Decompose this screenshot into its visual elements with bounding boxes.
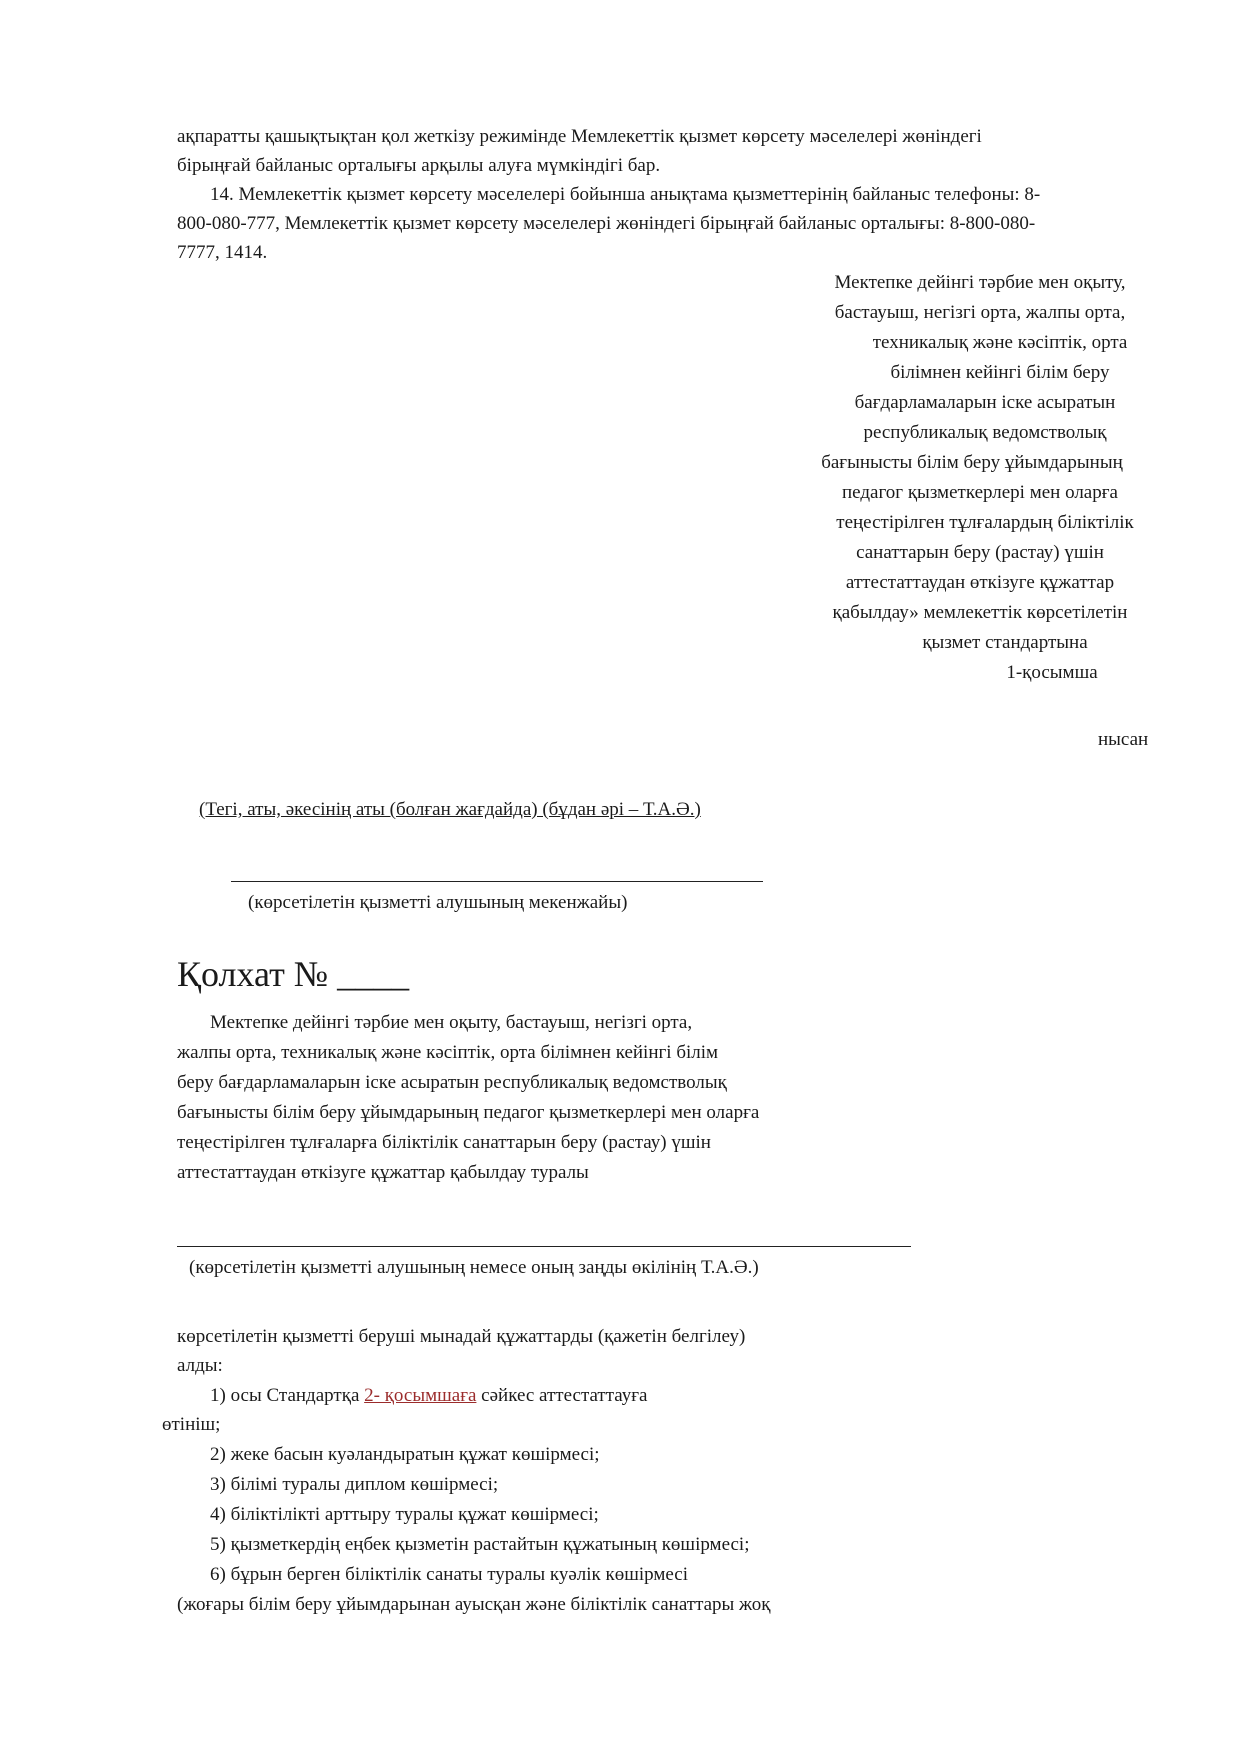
address-underline [231, 881, 763, 882]
receipt-body-line: Мектепке дейінгі тәрбие мен оқыту, бастауыш, негізгі орта, [210, 1012, 693, 1033]
paragraph-line: бірыңғай байланыс орталығы арқылы алуға мүмкіндігі бар. [177, 155, 661, 176]
list-item-text: сәйкес аттестаттауға [476, 1385, 648, 1406]
receipt-body-line: жалпы орта, техникалық және кәсіптік, орта білімнен кейінгі білім [177, 1042, 719, 1063]
appendix-line: бағдарламаларын іске асыратын [854, 392, 1116, 413]
paragraph-line: 7777, 1414. [177, 242, 268, 263]
recipient-underline [177, 1246, 911, 1247]
appendix-line: қызмет стандартына [922, 632, 1088, 653]
address-caption: (көрсетілетін қызметті алушының мекенжайы) [248, 892, 628, 913]
intro-line: алды: [177, 1355, 223, 1376]
appendix-line: санаттарын беру (растау) үшін [856, 542, 1104, 563]
appendix-line: республикалық ведомстволық [863, 422, 1107, 443]
receipt-body-line: аттестаттаудан өткізуге құжаттар қабылдау туралы [177, 1162, 589, 1183]
list-item: 3) білімі туралы диплом көшірмесі; [210, 1474, 499, 1495]
form-label: нысан [1098, 729, 1149, 750]
appendix-line: аттестаттаудан өткізуге құжаттар [845, 572, 1115, 593]
appendix-line: педагог қызметкерлері мен оларға [842, 482, 1118, 503]
fio-caption: (Тегі, аты, әкесінің аты (болған жағдайда) (бұдан әрі – Т.А.Ә.) [199, 799, 701, 820]
receipt-body-line: беру бағдарламаларын іске асыратын республикалық ведомстволық [177, 1072, 727, 1093]
list-item-continuation: (жоғары білім беру ұйымдарынан ауысқан және біліктілік санаттары жоқ [177, 1594, 771, 1615]
appendix-number: 1-қосымша [1006, 662, 1098, 683]
paragraph-line: 800-080-777, Мемлекеттік қызмет көрсету мәселелері жөніндегі бірыңғай байланыс орталығы: 8-800-080- [177, 213, 1036, 234]
paragraph-line: 14. Мемлекеттік қызмет көрсету мәселелері бойынша анықтама қызметтерінің байланыс телефоны: 8- [210, 184, 1041, 205]
receipt-body-line: теңестірілген тұлғаларға біліктілік санаттарын беру (растау) үшін [177, 1132, 711, 1153]
appendix-line: теңестірілген тұлғалардың біліктілік [836, 512, 1134, 533]
list-item: 4) біліктілікті арттыру туралы құжат көшірмесі; [210, 1504, 599, 1525]
appendix-line: Мектепке дейінгі тәрбие мен оқыту, [834, 272, 1126, 293]
intro-line: көрсетілетін қызметті беруші мынадай құжаттарды (қажетін белгілеу) [177, 1326, 746, 1347]
list-item: 5) қызметкердің еңбек қызметін растайтын құжатының көшірмесі; [210, 1534, 750, 1555]
appendix-line: бағынысты білім беру ұйымдарының [821, 452, 1123, 473]
appendix-line: бастауыш, негізгі орта, жалпы орта, [834, 302, 1126, 323]
paragraph-line: ақпаратты қашықтықтан қол жеткізу режимінде Мемлекеттік қызмет көрсету мәселелері жөніндегі [177, 126, 982, 147]
list-item-text: 1) осы Стандартқа [210, 1385, 365, 1406]
receipt-body-line: бағынысты білім беру ұйымдарының педагог қызметкерлері мен оларға [177, 1102, 760, 1123]
appendix-2-link[interactable]: 2- қосымшаға [364, 1385, 477, 1406]
appendix-line: техникалық және кәсіптік, орта [872, 332, 1128, 353]
recipient-caption: (көрсетілетін қызметті алушының немесе оның заңды өкілінің Т.А.Ә.) [189, 1257, 759, 1278]
receipt-title: Қолхат № ____ [177, 954, 410, 994]
list-item: 2) жеке басын куәландыратын құжат көшірмесі; [210, 1444, 600, 1465]
list-item-continuation: өтініш; [162, 1414, 221, 1435]
appendix-line: қабылдау» мемлекеттік көрсетілетін [832, 602, 1128, 623]
list-item [210, 1381, 647, 1410]
appendix-line: білімнен кейінгі білім беру [890, 362, 1110, 383]
list-item: 6) бұрын берген біліктілік санаты туралы куәлік көшірмесі [210, 1564, 688, 1585]
